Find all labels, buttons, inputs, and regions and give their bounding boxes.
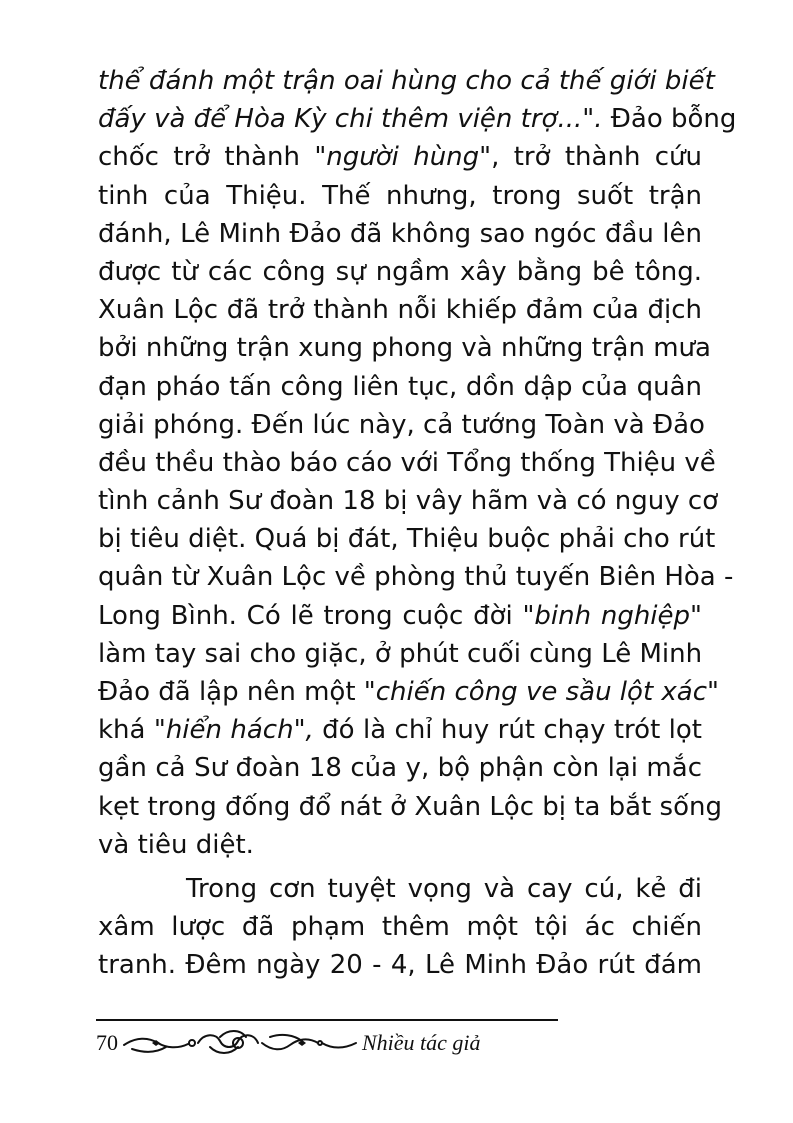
text-line: Đảo đã lập nên một "chiến công ve sầu lột xác" xyxy=(98,677,719,707)
text-line: gần cả Sư đoàn 18 của y, bộ phận còn lại mắc xyxy=(98,753,702,784)
text-line: Long Bình. Có lẽ trong cuộc đời "binh nghiệp" xyxy=(98,600,702,631)
author-credit: Nhiều tác giả xyxy=(362,1030,481,1055)
text-line: làm tay sai cho giặc, ở phút cuối cùng Lê Minh xyxy=(98,638,703,669)
text-line: xâm lược đã phạm thêm một tội ác chiến xyxy=(98,912,702,943)
paragraph-2 xyxy=(98,870,702,985)
text-line: tình cảnh Sư đoàn 18 bị vây hãm và có nguy cơ xyxy=(98,486,719,517)
paragraph-1 xyxy=(98,62,737,864)
text-line: bị tiêu diệt. Quá bị đát, Thiệu buộc phải cho rút xyxy=(98,524,716,555)
italic-quote: "hiển hách", xyxy=(153,715,314,746)
text-line: giải phóng. Đến lúc này, cả tướng Toàn và Đảo xyxy=(98,409,705,440)
text-line: tranh. Đêm ngày 20 - 4, Lê Minh Đảo rút đám xyxy=(98,950,702,981)
text-line: bởi những trận xung phong và những trận mưa xyxy=(98,333,711,364)
text-line: đấy và để Hòa Kỳ chi thêm viện trợ...". Đảo bỗng xyxy=(98,104,737,135)
text-line: Trong cơn tuyệt vọng và cay cú, kẻ đi xyxy=(186,873,702,904)
body-text xyxy=(98,62,737,985)
text-line: đánh, Lê Minh Đảo đã không sao ngóc đầu lên xyxy=(98,218,702,249)
italic-quote: "người hùng" xyxy=(314,142,492,173)
text-line: quân từ Xuân Lộc về phòng thủ tuyến Biên Hòa - xyxy=(98,562,734,593)
text-line: tinh của Thiệu. Thế nhưng, trong suốt trận xyxy=(98,180,702,211)
italic-quote: "binh nghiệp" xyxy=(522,600,702,631)
text-line: kẹt trong đống đổ nát ở Xuân Lộc bị ta bắt sống xyxy=(98,791,722,822)
page-number: 70 xyxy=(96,1030,118,1055)
text-line xyxy=(98,62,715,100)
text-line: và tiêu diệt. xyxy=(98,829,254,860)
text-line: đạn pháo tấn công liên tục, dồn dập của quân xyxy=(98,371,702,402)
text-line: đều thều thào báo cáo với Tổng thống Thiệu về xyxy=(98,447,716,478)
text-line: được từ các công sự ngầm xây bằng bê tông. xyxy=(98,256,702,287)
decorative-scroll-ornament-icon xyxy=(122,1027,358,1059)
text-line: khá "hiển hách", đó là chỉ huy rút chạy trót lọt xyxy=(98,715,702,746)
text-line: Xuân Lộc đã trở thành nỗi khiếp đảm của địch xyxy=(98,295,702,326)
italic-quote: đấy và để Hòa Kỳ chi thêm viện trợ...". xyxy=(98,104,603,135)
text-line: chốc trở thành "người hùng", trở thành cứu xyxy=(98,142,703,173)
italic-quote: thể đánh một trận oai hùng cho cả thế giới biết xyxy=(98,66,715,96)
italic-quote: "chiến công ve sầu lột xác" xyxy=(363,677,719,707)
page-footer xyxy=(96,1012,566,1062)
footer-divider xyxy=(96,1019,558,1021)
